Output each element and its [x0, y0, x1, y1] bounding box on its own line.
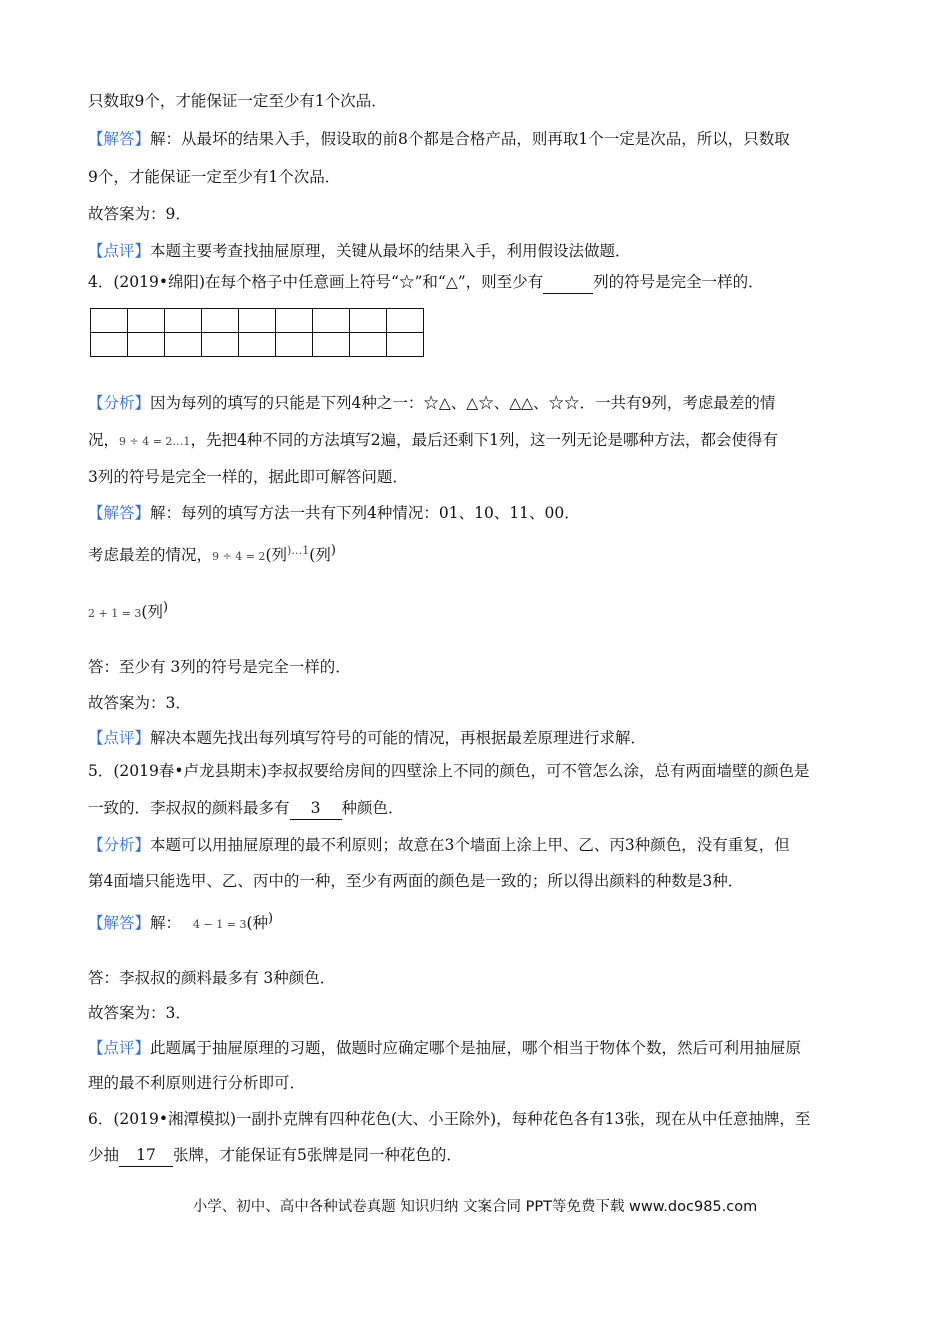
- analysis-line: 第4面墙只能选甲、乙、丙中的一种，至少有两面的颜色是一致的；所以得出颜料的种数是3种．: [88, 872, 744, 890]
- text-line: 答：至少有 3列的符号是完全一样的．: [88, 658, 351, 676]
- analysis-text: 本题可以用抽屉原理的最不利原则；故意在3个墙面上涂上甲、乙、丙3种颜色，没有重复，但: [150, 836, 790, 854]
- grid-cell: [91, 309, 128, 333]
- question-text: 张牌，才能保证有5张牌是同一种花色的．: [173, 1146, 462, 1164]
- answer-text: (种: [246, 914, 269, 933]
- answer-line: [88, 540, 890, 568]
- math-expression: 4 − 1 = 3: [193, 918, 247, 932]
- grid-cell: [350, 333, 387, 357]
- grid-row: [91, 309, 424, 333]
- comment-text: 本题主要考查找抽屉原理，关键从最坏的结果入手，利用假设法做题．: [150, 242, 631, 260]
- analysis-text: 况，: [88, 431, 120, 449]
- grid-cell: [276, 309, 313, 333]
- analysis-tag: 【分析】: [88, 836, 151, 854]
- answer-tag: 【解答】: [88, 130, 151, 148]
- math-expression: 2 + 1 = 3: [88, 607, 142, 621]
- question-4: [88, 271, 890, 294]
- answer-text: 解：从最坏的结果入手，假设取的前8个都是合格产品，则再取1个一定是次品，所以，只数取: [150, 130, 790, 148]
- text-line: 9个，才能保证一定至少有1个次品．: [88, 168, 341, 186]
- grid-cell: [239, 333, 276, 357]
- grid-cell: [313, 333, 350, 357]
- answer-text: (列: [309, 546, 331, 565]
- comment-line: [88, 240, 890, 262]
- comment-text: 此题属于抽屉原理的习题，做题时应确定哪个是抽屉，哪个相当于物体个数，然后可利用抽屉原: [150, 1039, 802, 1057]
- analysis-text: ，先把4种不同的方法填写2遍，最后还剩下1列，这一列无论是哪种方法，都会使得有: [190, 431, 779, 449]
- grid-cell: [202, 309, 239, 333]
- comment-line: 理的最不利原则进行分析即可．: [88, 1074, 306, 1092]
- comment-line: [88, 1037, 890, 1059]
- question-5: 5．(2019春•卢龙县期末)李叔叔要给房间的四壁涂上不同的颜色，可不管怎么涂，总有两面墙壁的颜色是: [88, 762, 810, 780]
- grid-cell: [276, 333, 313, 357]
- answer-blank: [543, 271, 593, 294]
- grid-cell: [387, 333, 424, 357]
- question-5: [88, 797, 890, 820]
- text-line: 只数取9个，才能保证一定至少有1个次品．: [88, 92, 387, 110]
- answer-text: ): [162, 600, 169, 615]
- math-expression: )…1: [287, 544, 310, 557]
- comment-text: 解决本题先找出每列填写符号的可能的情况，再根据最差原理进行求解．: [150, 729, 647, 747]
- math-expression: 9 ÷ 4 = 2…1: [119, 435, 191, 448]
- grid-cell: [202, 333, 239, 357]
- question-text: 种颜色．: [341, 799, 404, 817]
- grid-cell: [165, 309, 202, 333]
- answer-line: [88, 502, 890, 524]
- answer-tag: 【解答】: [88, 504, 151, 522]
- question-text: 一致的．李叔叔的颜料最多有: [88, 799, 290, 817]
- page-footer: 小学、初中、高中各种试卷真题 知识归纳 文案合同 PPT等免费下载 www.doc985.com: [192, 1199, 758, 1215]
- grid-cell: [91, 333, 128, 357]
- grid-cell: [350, 309, 387, 333]
- answer-line: [88, 128, 890, 150]
- comment-tag: 【点评】: [88, 729, 151, 747]
- question-6: 6．(2019•湘潭模拟)一副扑克牌有四种花色(大、小王除外)，每种花色各有13张，现在从中任意抽牌，至: [88, 1110, 811, 1128]
- grid-cell: [128, 333, 165, 357]
- grid-cell: [239, 309, 276, 333]
- question-text: 4．(2019•绵阳)在每个格子中任意画上符号“☆”和“△”，则至少有: [88, 273, 544, 291]
- math-expression: 9 ÷ 4 = 2: [212, 550, 266, 564]
- answer-text: (列: [141, 603, 163, 622]
- text-line: 故答案为：9．: [88, 205, 191, 223]
- comment-tag: 【点评】: [88, 1039, 151, 1057]
- analysis-line: [88, 429, 890, 453]
- answer-text: ): [330, 543, 336, 558]
- comment-line: [88, 727, 890, 749]
- analysis-tag: 【分析】: [88, 394, 151, 412]
- analysis-line: [88, 392, 890, 414]
- text-line: 故答案为：3．: [88, 694, 191, 712]
- comment-tag: 【点评】: [88, 242, 151, 260]
- grid-cell: [313, 309, 350, 333]
- answer-line: [88, 908, 890, 936]
- grid-cell: [165, 333, 202, 357]
- text-line: 答：李叔叔的颜料最多有 3种颜色．: [88, 969, 336, 987]
- grid-row: [91, 333, 424, 357]
- grid-cell: [387, 309, 424, 333]
- text-line: 故答案为：3．: [88, 1004, 191, 1022]
- answer-tag: 【解答】: [88, 914, 151, 933]
- analysis-line: 3列的符号是完全一样的，据此即可解答问题．: [88, 468, 408, 486]
- symbol-grid: [90, 308, 424, 357]
- answer-text: 解：每列的填写方法一共有下列4种情况：01、10、11、00．: [150, 504, 580, 522]
- question-6: [88, 1144, 890, 1167]
- question-text: 少抽: [88, 1146, 120, 1164]
- answer-text: ): [268, 911, 274, 926]
- question-text: 列的符号是完全一样的．: [593, 273, 764, 291]
- answer-blank: 3: [290, 797, 342, 820]
- answer-text: 解：: [150, 914, 182, 933]
- grid-cell: [128, 309, 165, 333]
- answer-text: 考虑最差的情况，: [88, 546, 213, 565]
- analysis-text: 因为每列的填写的只能是下列4种之一：☆△、△☆、△△、☆☆．一共有9列，考虑最差的情: [150, 394, 776, 412]
- answer-blank: 17: [119, 1144, 173, 1167]
- answer-line: [88, 597, 890, 625]
- answer-text: (列: [265, 546, 287, 565]
- analysis-line: [88, 834, 890, 856]
